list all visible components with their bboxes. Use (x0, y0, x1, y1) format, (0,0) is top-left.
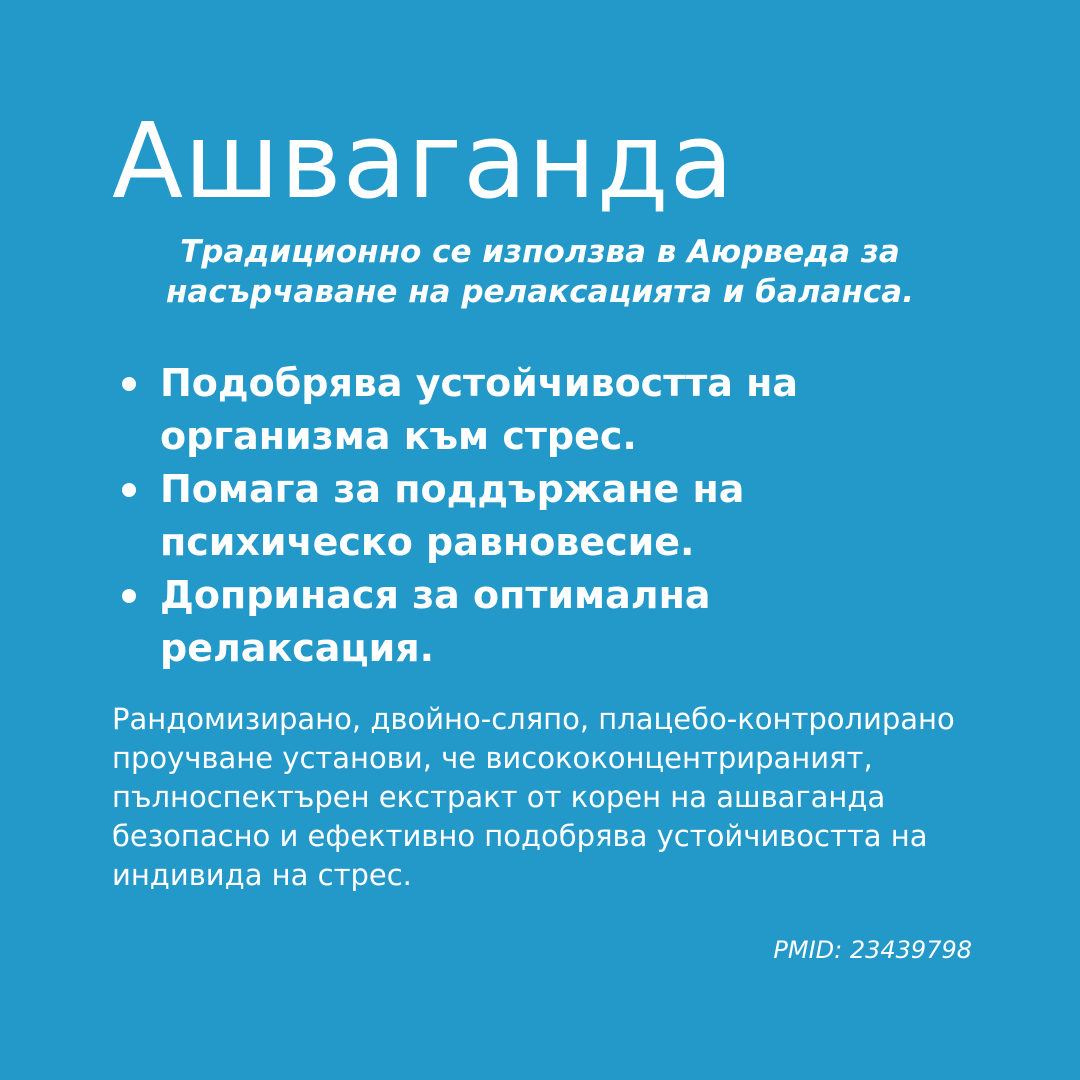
benefit-text: Подобрява устойчивостта на организма към стрес. (160, 361, 799, 458)
reference-citation: PMID: 23439798 (773, 936, 972, 964)
benefit-text: Допринася за оптимална релаксация. (160, 573, 711, 670)
list-item (118, 357, 978, 463)
list-item (118, 463, 978, 569)
subtitle: Традиционно се използва в Аюрведа за насърчаване на релаксацията и баланса. (166, 234, 914, 311)
study-description: Рандомизирано, двойно-сляпо, плацебо-контролирано проучване установи, че висококонцентрираният, пълноспектърен екстракт от корен на ашваганда безопасно и ефективно подобрява устойчивостта на индивида на стрес. (112, 702, 955, 892)
bullet-icon (122, 483, 136, 497)
page-title: Ашваганда (112, 100, 735, 222)
bullet-icon (122, 377, 136, 391)
list-item (118, 569, 978, 675)
bullet-icon (122, 589, 136, 603)
benefit-text: Помага за поддържане на психическо равновесие. (160, 467, 745, 564)
benefits-list (118, 357, 978, 675)
